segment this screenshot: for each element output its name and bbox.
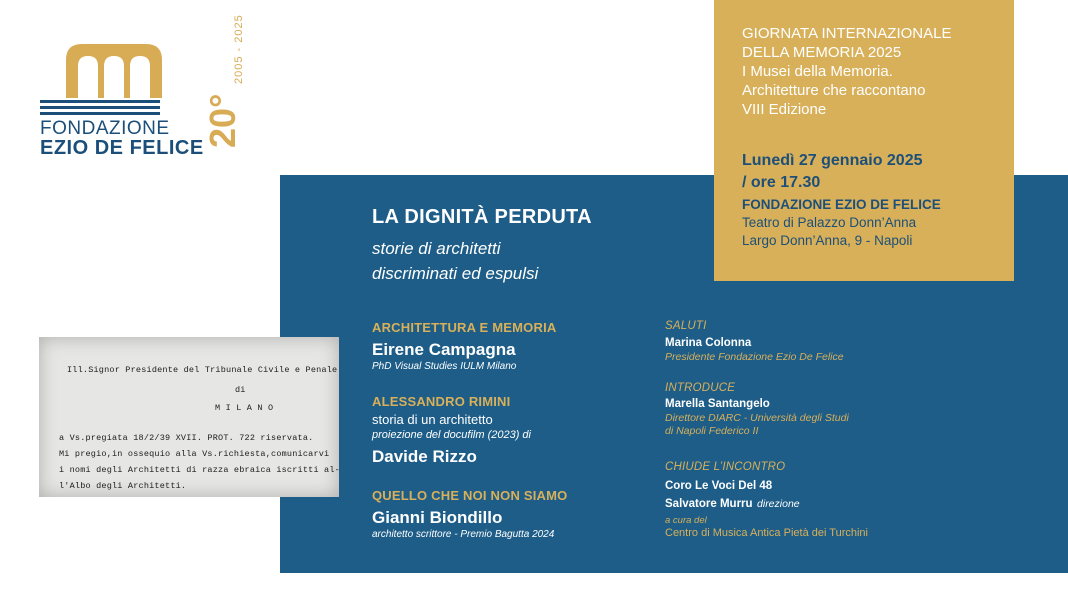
event-venue — [742, 196, 941, 250]
section-heading: QUELLO CHE NOI NON SIAMO — [372, 488, 568, 503]
logo-years: 2005 - 2025 — [233, 14, 245, 84]
speaker-role: Presidente Fondazione Ezio De Felice — [665, 351, 844, 363]
section-description: storia di un architetto — [372, 412, 493, 427]
archival-document-image — [39, 337, 339, 497]
section-description: proiezione del docufilm (2023) di — [372, 429, 531, 441]
speaker-role: PhD Visual Studies IULM Milano — [372, 361, 517, 372]
event-info-box — [714, 0, 1014, 281]
speaker-role: di Napoli Federico II — [665, 425, 759, 437]
program-section-2 — [372, 394, 531, 467]
logo-line-name: EZIO DE FELICE — [40, 137, 204, 159]
event-date-time: / ore 17.30 — [742, 174, 821, 191]
section-heading: ARCHITETTURA E MEMORIA — [372, 320, 557, 335]
subtitle-line: discriminati ed espulsi — [372, 264, 539, 283]
event-line: DELLA MEMORIA 2025 — [742, 44, 902, 61]
event-date — [742, 150, 923, 194]
document-line: M I L A N O — [215, 403, 274, 413]
speaker-name: Davide Rizzo — [372, 447, 477, 466]
foundation-logo — [38, 14, 245, 166]
section-heading: CHIUDE L’INCONTRO — [665, 461, 786, 473]
venue-organization: FONDAZIONE EZIO DE FELICE — [742, 197, 941, 212]
performer-name: Coro Le Voci Del 48 — [665, 480, 773, 492]
event-title — [742, 24, 951, 119]
section-heading: INTRODUCE — [665, 382, 736, 394]
logo-line-fondazione: FONDAZIONE — [40, 118, 170, 139]
speaker-name: Gianni Biondillo — [372, 508, 503, 527]
curator-name: Centro di Musica Antica Pietà dei Turchini — [665, 527, 868, 539]
program-section-1 — [372, 320, 556, 372]
document-line: i nomi degli Architetti di razza ebraica iscritti al- — [59, 465, 340, 475]
event-line: I Musei della Memoria. — [742, 63, 893, 80]
event-subtitle — [372, 236, 538, 286]
document-line: Mi pregio,in ossequio alla Vs.richiesta,comunicarvi — [59, 449, 330, 459]
event-date-day: Lunedì 27 gennaio 2025 — [742, 152, 923, 169]
conductor-role: direzione — [757, 498, 800, 510]
event-line: VIII Edizione — [742, 101, 827, 118]
document-line: a Vs.pregiata 18/2/39 XVII. PROT. 722 riservata. — [59, 433, 314, 443]
venue-place: Teatro di Palazzo Donn’Anna — [742, 215, 917, 230]
event-line: GIORNATA INTERNAZIONALE — [742, 25, 952, 42]
venue-address: Largo Donn’Anna, 9 - Napoli — [742, 233, 913, 248]
introduction-section — [665, 382, 849, 437]
closing-section — [665, 461, 868, 539]
document-line: l'Albo degli Architetti. — [59, 481, 187, 491]
logo-anniversary: 20° — [202, 93, 243, 148]
event-main-title: LA DIGNITÀ PERDUTA — [372, 206, 592, 228]
speaker-role: architetto scrittore - Premio Bagutta 2024 — [372, 529, 555, 540]
document-line: di — [235, 385, 246, 395]
subtitle-line: storie di architetti — [372, 239, 501, 258]
speaker-role: Direttore DIARC - Università degli Studi — [665, 412, 849, 424]
curated-label: a cura del — [665, 515, 707, 526]
speaker-name: Marella Santangelo — [665, 398, 770, 410]
conductor-name: Salvatore Murru — [665, 498, 753, 510]
section-heading: ALESSANDRO RIMINI — [372, 394, 511, 409]
greetings-section — [665, 320, 844, 363]
program-section-3 — [372, 488, 567, 540]
speaker-name: Eirene Campagna — [372, 340, 516, 359]
document-line: Ill.Signor Presidente del Tribunale Civile e Penale — [67, 365, 338, 375]
event-line: Architetture che raccontano — [742, 82, 926, 99]
speaker-name: Marina Colonna — [665, 337, 752, 349]
section-heading: SALUTI — [665, 320, 707, 332]
